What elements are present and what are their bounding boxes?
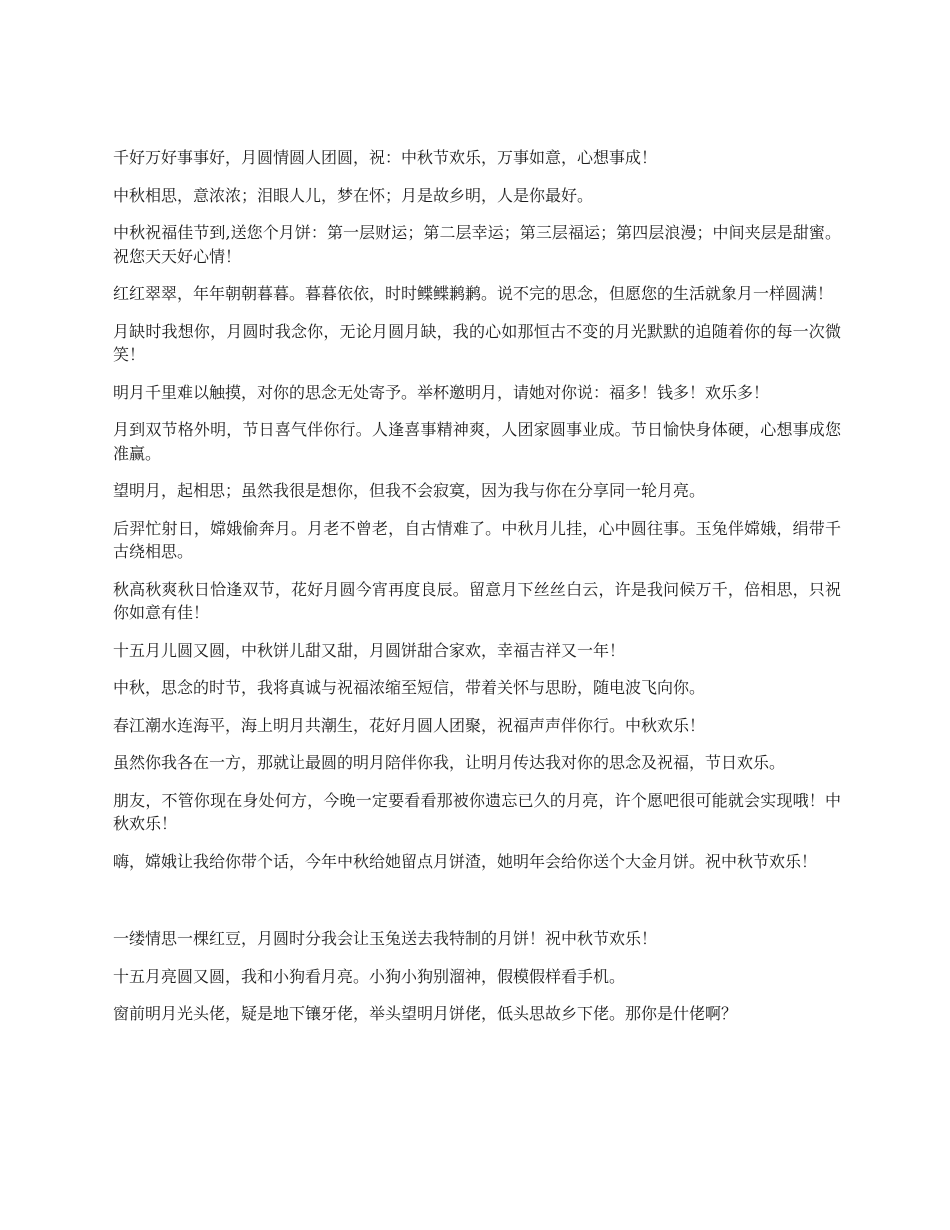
paragraph: 十五月儿圆又圆，中秋饼儿甜又甜，月圆饼甜合家欢，幸福吉祥又一年！ xyxy=(113,640,626,660)
paragraph: 一缕情思一棵红豆，月圆时分我会让玉兔送去我特制的月饼！祝中秋节欢乐！ xyxy=(113,929,658,948)
paragraph: 秋高秋爽秋日恰逢双节，花好月圆今宵再度良辰。留意月下丝丝白云，许是我问候万千，倍相思，只祝你如意有佳！ xyxy=(113,579,841,622)
paragraph: 中秋，思念的时节，我将真诚与祝福浓缩至短信，带着关怀与思盼，随电波飞向你。 xyxy=(113,678,706,697)
paragraph: 望明月，起相思；虽然我很是想你，但我不会寂寞，因为我与你在分享同一轮月亮。 xyxy=(113,481,706,500)
paragraph: 中秋相思，意浓浓；泪眼人儿，梦在怀；月是故乡明，人是你最好。 xyxy=(113,185,594,205)
document-body xyxy=(113,146,841,1040)
paragraph: 月缺时我想你，月圆时我念你，无论月圆月缺，我的心如那恒古不变的月光默默的追随着你的每一次微笑！ xyxy=(113,321,841,364)
paragraph: 红红翠翠，年年朝朝暮暮。暮暮依依，时时鲽鲽鹣鹣。说不完的思念，但愿您的生活就象月一样圆满！ xyxy=(113,284,834,303)
paragraph: 后羿忙射日，嫦娥偷奔月。月老不曾老，自古情难了。中秋月儿挂，心中圆往事。玉兔伴嫦娥，绢带千古绕相思。 xyxy=(113,518,841,561)
section-spacer xyxy=(113,887,841,927)
paragraph: 窗前明月光头佬，疑是地下镶牙佬，举头望明月饼佬，低头思故乡下佬。那你是什佬啊？ xyxy=(113,1004,738,1023)
paragraph: 中秋祝福佳节到,送您个月饼：第一层财运；第二层幸运；第三层福运；第四层浪漫；中间夹层是甜蜜。祝您天天好心情！ xyxy=(113,223,841,266)
paragraph: 明月千里难以触摸，对你的思念无处寄予。举杯邀明月，请她对你说：福多！钱多！欢乐多！ xyxy=(113,382,770,402)
paragraph: 千好万好事事好，月圆情圆人团圆，祝：中秋节欢乐，万事如意，心想事成！ xyxy=(113,148,658,167)
paragraph: 虽然你我各在一方，那就让最圆的明月陪伴你我，让明月传达我对你的思念及祝福，节日欢乐。 xyxy=(113,753,786,772)
paragraph: 嗨，嫦娥让我给你带个话，今年中秋给她留点月饼渣，她明年会给你送个大金月饼。祝中秋节欢乐！ xyxy=(113,851,818,871)
paragraph: 朋友，不管你现在身处何方，今晚一定要看看那被你遗忘已久的月亮，许个愿吧很可能就会实现哦！中秋欢乐！ xyxy=(113,790,841,833)
paragraph: 月到双节格外明，节日喜气伴你行。人逢喜事精神爽，人团家圆事业成。节日愉快身体硬，心想事成您准赢。 xyxy=(113,420,841,463)
paragraph: 春江潮水连海平，海上明月共潮生，花好月圆人团聚，祝福声声伴你行。中秋欢乐！ xyxy=(113,715,706,735)
paragraph: 十五月亮圆又圆，我和小狗看月亮。小狗小狗别溜神，假模假样看手机。 xyxy=(113,966,626,986)
